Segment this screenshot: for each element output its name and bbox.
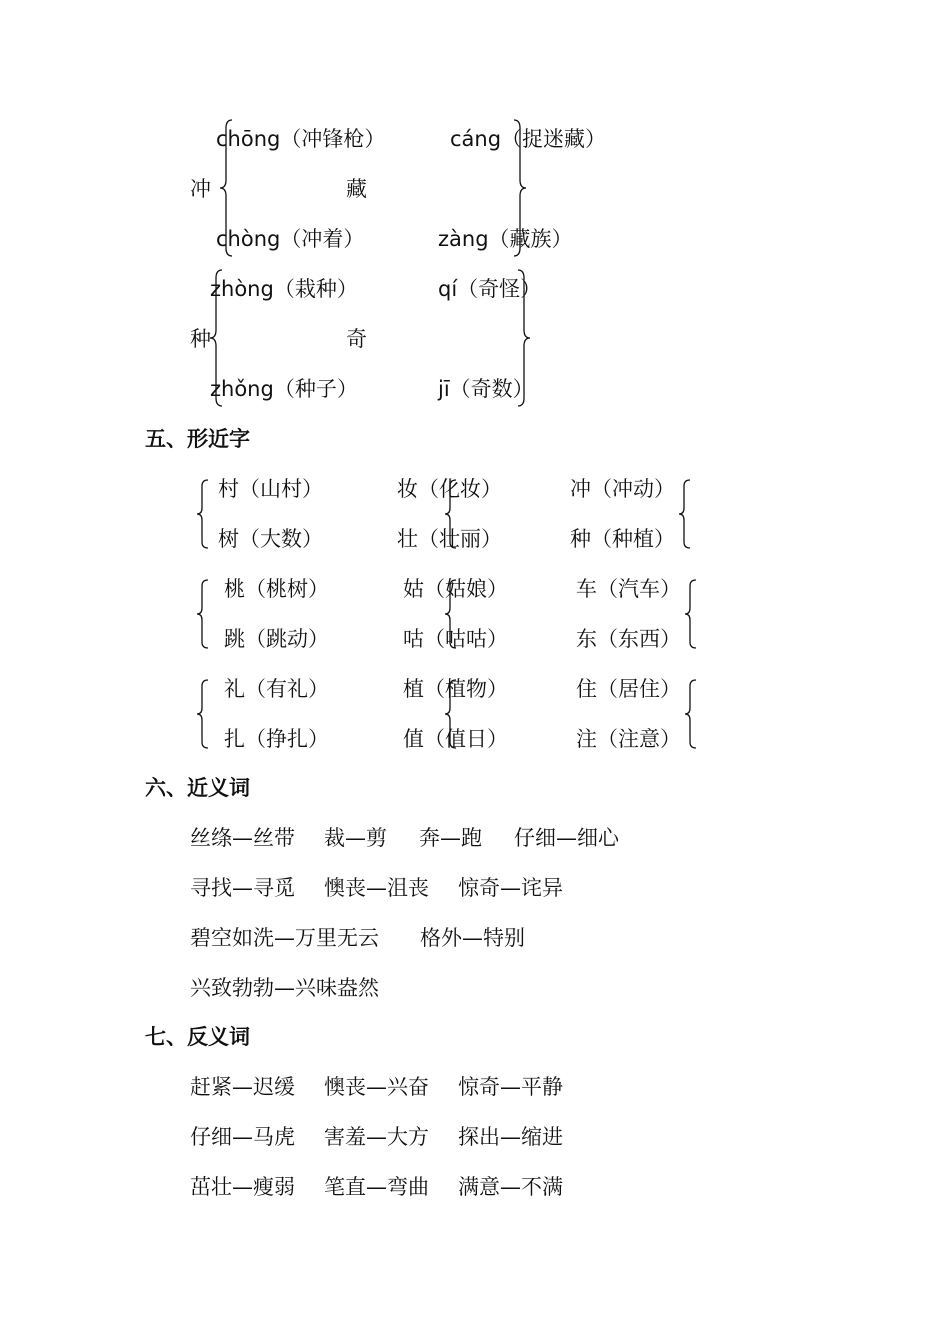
brace-left	[196, 678, 212, 750]
similar-char-item: 桃（桃树）	[224, 577, 329, 601]
similar-char-item: 注（注意）	[576, 727, 681, 751]
synonym-pair: 格外—特别	[420, 926, 525, 950]
similar-char-item: 树（大数）	[218, 527, 323, 551]
reading-cang-1: cáng（捉迷藏）	[450, 127, 607, 151]
similar-char-item: 车（汽车）	[576, 577, 681, 601]
char-chong: 冲	[190, 177, 211, 201]
synonym-pair: 兴致勃勃—兴味盎然	[190, 976, 379, 1000]
similar-char-item: 种（种植）	[570, 527, 675, 551]
brace-right	[510, 118, 530, 258]
antonym-pair: 懊丧—兴奋	[324, 1075, 429, 1099]
brace-left	[208, 268, 228, 408]
reading-chong-2: chòng（冲着）	[216, 227, 365, 251]
similar-char-item: 植（植物）	[403, 677, 508, 701]
section-title: 六、近义词	[145, 776, 250, 800]
similar-char-item: 壮（壮丽）	[397, 527, 502, 551]
brace-left	[444, 678, 460, 750]
section-title: 七、反义词	[145, 1025, 250, 1049]
synonym-pair: 奔—跑	[419, 826, 482, 850]
similar-char-item: 礼（有礼）	[224, 677, 329, 701]
brace-left	[196, 478, 212, 550]
char-cang: 藏	[346, 177, 367, 201]
brace-left	[444, 478, 460, 550]
synonym-pair: 仔细—细心	[514, 826, 619, 850]
antonym-pair: 茁壮—瘦弱	[190, 1175, 295, 1199]
brace-left	[218, 118, 238, 258]
synonym-pair: 寻找—寻觅	[190, 876, 295, 900]
similar-char-item: 村（山村）	[218, 477, 323, 501]
brace-right	[684, 578, 700, 650]
similar-char-item: 姑（姑娘）	[403, 577, 508, 601]
similar-char-item: 东（东西）	[576, 627, 681, 651]
synonym-pair: 丝绦—丝带	[190, 826, 295, 850]
synonym-pair: 碧空如洗—万里无云	[190, 926, 379, 950]
reading-qi-2: jī（奇数）	[438, 377, 534, 401]
synonym-pair: 懊丧—沮丧	[324, 876, 429, 900]
synonym-pair: 裁—剪	[324, 826, 387, 850]
reading-zhong-2: zhǒng（种子）	[210, 377, 358, 401]
brace-right	[684, 678, 700, 750]
reading-zhong-1: zhòng（栽种）	[210, 277, 358, 301]
brace-left	[196, 578, 212, 650]
synonym-pair: 惊奇—诧异	[458, 876, 563, 900]
similar-char-item: 妆（化妆）	[397, 477, 502, 501]
similar-char-item: 咕（咕咕）	[403, 627, 508, 651]
antonym-pair: 满意—不满	[458, 1175, 563, 1199]
brace-right	[514, 268, 534, 408]
antonym-pair: 惊奇—平静	[458, 1075, 563, 1099]
similar-char-item: 值（值日）	[403, 727, 508, 751]
section-title: 五、形近字	[145, 427, 250, 451]
antonym-pair: 害羞—大方	[324, 1125, 429, 1149]
antonym-pair: 仔细—马虎	[190, 1125, 295, 1149]
similar-char-item: 住（居住）	[576, 677, 681, 701]
similar-char-item: 跳（跳动）	[224, 627, 329, 651]
char-zhong: 种	[190, 327, 211, 351]
antonym-pair: 笔直—弯曲	[324, 1175, 429, 1199]
brace-right	[678, 478, 694, 550]
char-qi: 奇	[346, 327, 367, 351]
reading-cang-2: zàng（藏族）	[438, 227, 573, 251]
antonym-pair: 赶紧—迟缓	[190, 1075, 295, 1099]
antonym-pair: 探出—缩进	[458, 1125, 563, 1149]
reading-chong-1: chōng（冲锋枪）	[216, 127, 386, 151]
brace-left	[444, 578, 460, 650]
reading-qi-1: qí（奇怪）	[438, 277, 542, 301]
similar-char-item: 扎（挣扎）	[224, 727, 329, 751]
similar-char-item: 冲（冲动）	[570, 477, 675, 501]
